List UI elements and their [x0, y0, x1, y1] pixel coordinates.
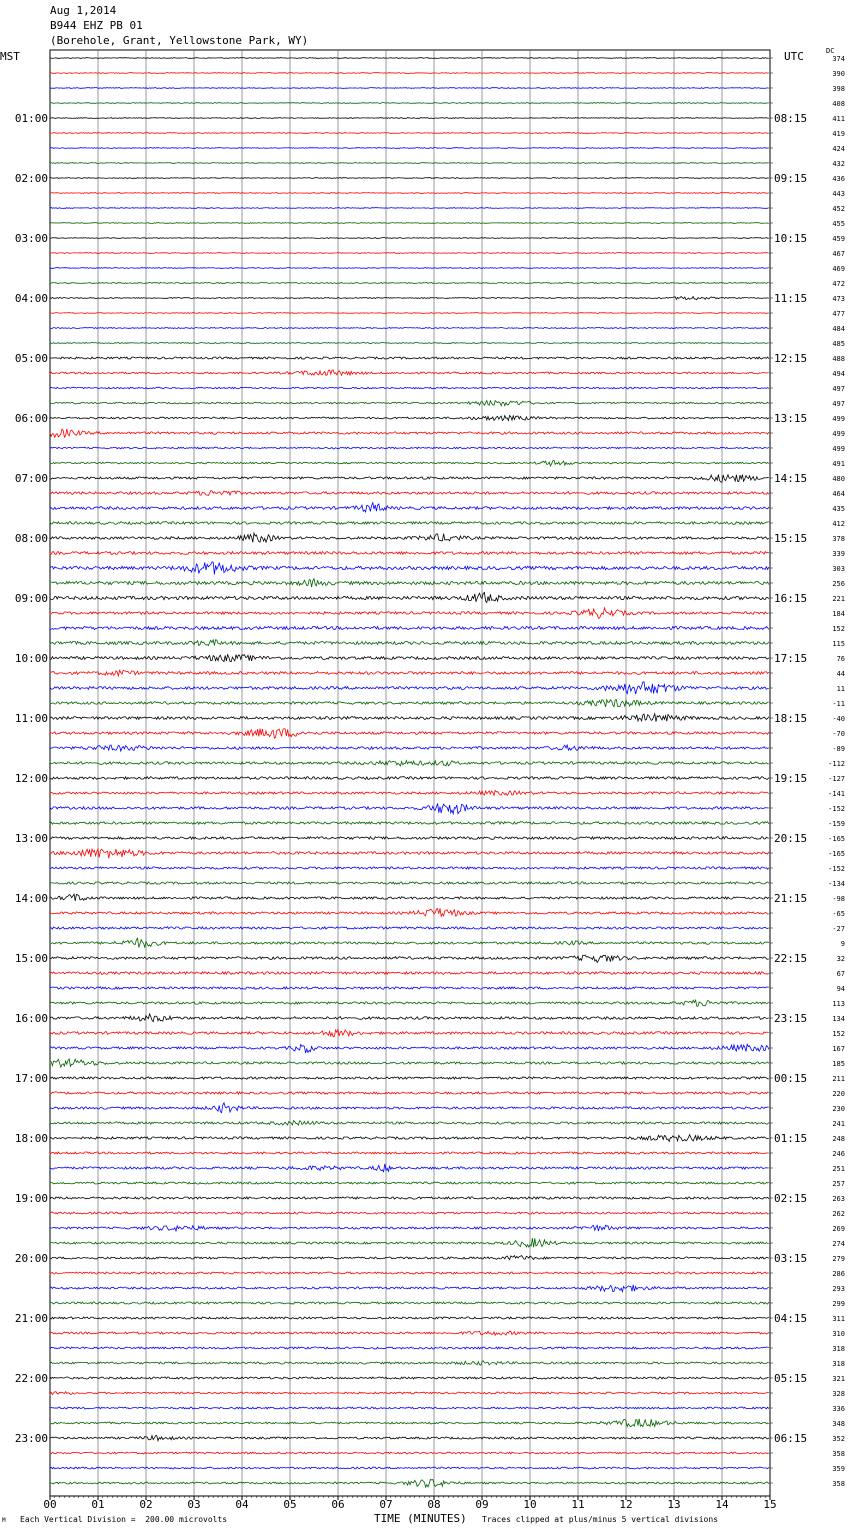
dc-offset-label: 390 — [832, 70, 845, 78]
x-tick-label: 06 — [331, 1498, 345, 1511]
dc-offset-label: 318 — [832, 1360, 845, 1368]
x-tick-label: 10 — [523, 1498, 537, 1511]
dc-offset-label: -98 — [832, 895, 845, 903]
trace-line — [50, 745, 769, 751]
corner-mark: M — [2, 1517, 6, 1524]
right-hour-label: 18:15 — [774, 712, 808, 725]
dc-offset-label: 185 — [832, 1060, 845, 1068]
dc-offset-label: -70 — [832, 730, 845, 738]
header-station: B944 EHZ PB 01 — [50, 19, 143, 32]
trace-line — [50, 387, 769, 389]
trace-line — [50, 460, 769, 466]
trace-line — [50, 474, 769, 482]
dc-offset-label: 269 — [832, 1225, 845, 1233]
trace-line — [50, 1317, 769, 1319]
dc-offset-label: 246 — [832, 1150, 845, 1158]
dc-offset-label: 488 — [832, 355, 845, 363]
trace-line — [50, 1212, 769, 1214]
dc-offset-label: 411 — [832, 115, 845, 123]
dc-offset-label: 435 — [832, 505, 845, 513]
dc-offset-label: 485 — [832, 340, 845, 348]
dc-offset-label: 32 — [836, 955, 845, 963]
dc-offset-label: 497 — [832, 385, 845, 393]
dc-offset-label: 279 — [832, 1255, 845, 1263]
dc-offset-label: 398 — [832, 85, 845, 93]
x-tick-label: 05 — [283, 1498, 297, 1511]
trace-line — [50, 88, 769, 89]
trace-line — [50, 313, 769, 314]
trace-line — [50, 370, 769, 375]
trace-line — [50, 655, 769, 662]
trace-line — [50, 73, 769, 74]
trace-line — [50, 987, 769, 989]
dc-offset-label: 378 — [832, 535, 845, 543]
dc-offset-label: -165 — [828, 835, 845, 843]
trace-line — [50, 503, 769, 512]
trace-line — [50, 927, 769, 929]
right-hour-label: 11:15 — [774, 292, 808, 305]
dc-offset-label: 352 — [832, 1435, 845, 1443]
dc-offset-label: 336 — [832, 1405, 845, 1413]
right-hour-label: 14:15 — [774, 472, 808, 485]
trace-line — [50, 1182, 769, 1184]
trace-line — [50, 1480, 769, 1488]
dc-offset-label: 424 — [832, 145, 845, 153]
trace-line — [50, 1029, 769, 1036]
x-tick-label: 00 — [43, 1498, 57, 1511]
dc-offset-label: 230 — [832, 1105, 845, 1113]
trace-line — [50, 103, 769, 104]
left-hour-label: 02:00 — [14, 172, 48, 185]
right-hour-label: 15:15 — [774, 532, 808, 545]
trace-line — [50, 1285, 769, 1292]
dc-offset-label: -152 — [828, 865, 845, 873]
dc-offset-label: 134 — [832, 1015, 845, 1023]
right-hour-label: 21:15 — [774, 892, 808, 905]
dc-offset-label: 328 — [832, 1390, 845, 1398]
x-tick-label: 02 — [139, 1498, 153, 1511]
left-hour-label: 08:00 — [14, 532, 48, 545]
trace-line — [50, 1077, 769, 1079]
dc-offset-label: 11 — [836, 685, 845, 693]
left-hour-label: 06:00 — [14, 412, 48, 425]
x-tick-label: 11 — [571, 1498, 585, 1511]
trace-line — [50, 1419, 769, 1427]
trace-line — [50, 193, 769, 194]
trace-line — [50, 562, 769, 575]
x-tick-label: 01 — [91, 1498, 105, 1511]
trace-line — [50, 1044, 769, 1053]
dc-offset-label: 499 — [832, 415, 845, 423]
dc-offset-label: -11 — [832, 700, 845, 708]
dc-offset-label: 44 — [836, 670, 845, 678]
dc-offset-label: 477 — [832, 310, 845, 318]
trace-line — [50, 626, 769, 629]
x-axis-label: TIME (MINUTES) — [374, 1512, 467, 1525]
x-tick-label: 08 — [427, 1498, 441, 1511]
trace-line — [50, 533, 769, 542]
left-hour-label: 13:00 — [14, 832, 48, 845]
dc-offset-label: 469 — [832, 265, 845, 273]
dc-offset-label: 220 — [832, 1090, 845, 1098]
dc-offset-label: 299 — [832, 1300, 845, 1308]
dc-offset-label: 374 — [832, 55, 845, 63]
left-hour-label: 22:00 — [14, 1372, 48, 1385]
left-hour-label: 10:00 — [14, 652, 48, 665]
trace-line — [50, 592, 769, 602]
trace-line — [50, 1092, 769, 1094]
right-hour-label: 00:15 — [774, 1072, 808, 1085]
trace-line — [50, 357, 769, 359]
dc-offset-label: 464 — [832, 490, 845, 498]
trace-line — [50, 882, 769, 884]
dc-offset-label: -127 — [828, 775, 845, 783]
dc-offset-label: 359 — [832, 1465, 845, 1473]
left-hour-label: 12:00 — [14, 772, 48, 785]
trace-line — [50, 1152, 769, 1154]
left-hour-label: 19:00 — [14, 1192, 48, 1205]
x-tick-label: 07 — [379, 1498, 393, 1511]
dc-offset-label: 286 — [832, 1270, 845, 1278]
right-hour-label: 03:15 — [774, 1252, 808, 1265]
dc-offset-label: 452 — [832, 205, 845, 213]
trace-line — [50, 608, 769, 619]
trace-line — [50, 253, 769, 254]
trace-line — [50, 118, 769, 119]
left-hour-label: 03:00 — [14, 232, 48, 245]
right-hour-label: 06:15 — [774, 1432, 808, 1445]
dc-offset-label: 94 — [836, 985, 845, 993]
dc-offset-label: 152 — [832, 625, 845, 633]
trace-line — [50, 867, 769, 869]
trace-line — [50, 328, 769, 329]
x-tick-label: 03 — [187, 1498, 201, 1511]
trace-line — [50, 1361, 769, 1365]
dc-offset-label: -165 — [828, 850, 845, 858]
trace-line — [50, 1407, 769, 1409]
trace-line — [50, 133, 769, 134]
left-timezone-label: MST — [0, 50, 20, 63]
dc-offset-label: -40 — [832, 715, 845, 723]
trace-line — [50, 714, 769, 722]
right-hour-label: 10:15 — [774, 232, 808, 245]
right-hour-label: 16:15 — [774, 592, 808, 605]
dc-offset-label: 443 — [832, 190, 845, 198]
clip-note: Traces clipped at plus/minus 5 vertical divisions — [482, 1515, 719, 1524]
trace-line — [50, 955, 769, 962]
dc-offset-label: -112 — [828, 760, 845, 768]
dc-offset-label: 467 — [832, 250, 845, 258]
trace-line — [50, 1347, 769, 1349]
left-hour-label: 20:00 — [14, 1252, 48, 1265]
dc-offset-label: -152 — [828, 805, 845, 813]
trace-line — [50, 972, 769, 975]
dc-offset-label: 303 — [832, 565, 845, 573]
dc-offset-label: 167 — [832, 1045, 845, 1053]
trace-line — [50, 491, 769, 496]
trace-line — [50, 163, 769, 164]
dc-offset-label: 432 — [832, 160, 845, 168]
trace-line — [50, 938, 769, 947]
dc-offset-label: 408 — [832, 100, 845, 108]
dc-offset-label: 473 — [832, 295, 845, 303]
trace-line — [50, 822, 769, 825]
trace-line — [50, 908, 769, 916]
trace-line — [50, 268, 769, 269]
trace-line — [50, 760, 769, 766]
dc-offset-label: 184 — [832, 610, 845, 618]
dc-offset-label: 311 — [832, 1315, 845, 1323]
dc-offset-label: 221 — [832, 595, 845, 603]
trace-line — [50, 1059, 769, 1067]
left-hour-label: 04:00 — [14, 292, 48, 305]
trace-line — [50, 894, 769, 901]
dc-offset-label: 497 — [832, 400, 845, 408]
trace-line — [50, 148, 769, 149]
dc-offset-label: 499 — [832, 445, 845, 453]
dc-offset-label: 293 — [832, 1285, 845, 1293]
dc-offset-label: 76 — [836, 655, 845, 663]
dc-offset-label: 115 — [832, 640, 845, 648]
trace-line — [50, 579, 769, 587]
right-hour-label: 08:15 — [774, 112, 808, 125]
right-hour-label: 02:15 — [774, 1192, 808, 1205]
trace-line — [50, 401, 769, 406]
left-hour-label: 01:00 — [14, 112, 48, 125]
right-hour-label: 09:15 — [774, 172, 808, 185]
x-tick-label: 15 — [763, 1498, 777, 1511]
trace-line — [50, 343, 769, 344]
dc-offset-label: -27 — [832, 925, 845, 933]
left-hour-label: 11:00 — [14, 712, 48, 725]
dc-column-label: DC — [826, 47, 835, 55]
right-hour-label: 04:15 — [774, 1312, 808, 1325]
dc-offset-label: -89 — [832, 745, 845, 753]
trace-line — [50, 522, 769, 525]
trace-line — [50, 552, 769, 555]
dc-offset-label: 412 — [832, 520, 845, 528]
dc-offset-label: 257 — [832, 1180, 845, 1188]
left-hour-label: 05:00 — [14, 352, 48, 365]
x-tick-label: 12 — [619, 1498, 633, 1511]
trace-line — [50, 729, 769, 739]
trace-line — [50, 1164, 769, 1172]
dc-offset-label: 274 — [832, 1240, 845, 1248]
trace-line — [50, 1436, 769, 1441]
trace-line — [50, 1238, 769, 1247]
trace-line — [50, 804, 769, 814]
dc-offset-label: 455 — [832, 220, 845, 228]
trace-line — [50, 297, 769, 300]
x-tick-label: 14 — [715, 1498, 729, 1511]
trace-line — [50, 670, 769, 676]
trace-line — [50, 1467, 769, 1469]
dc-offset-label: 484 — [832, 325, 845, 333]
dc-offset-label: 67 — [836, 970, 845, 978]
trace-line — [50, 700, 769, 707]
dc-offset-label: 491 — [832, 460, 845, 468]
x-tick-label: 09 — [475, 1498, 489, 1511]
dc-offset-label: 262 — [832, 1210, 845, 1218]
trace-line — [50, 790, 769, 795]
dc-offset-label: 480 — [832, 475, 845, 483]
right-hour-label: 01:15 — [774, 1132, 808, 1145]
trace-line — [50, 1272, 769, 1274]
trace-line — [50, 1014, 769, 1022]
plot-frame — [50, 50, 770, 1496]
trace-line — [50, 1452, 769, 1454]
trace-line — [50, 178, 769, 179]
dc-offset-label: 321 — [832, 1375, 845, 1383]
trace-line — [50, 429, 769, 437]
x-tick-label: 13 — [667, 1498, 681, 1511]
right-hour-label: 05:15 — [774, 1372, 808, 1385]
dc-offset-label: 251 — [832, 1165, 845, 1173]
dc-offset-label: -141 — [828, 790, 845, 798]
right-hour-label: 19:15 — [774, 772, 808, 785]
dc-offset-label: 318 — [832, 1345, 845, 1353]
right-hour-label: 13:15 — [774, 412, 808, 425]
trace-line — [50, 447, 769, 449]
trace-line — [50, 223, 769, 224]
trace-line — [50, 777, 769, 780]
dc-offset-label: 459 — [832, 235, 845, 243]
dc-offset-label: -65 — [832, 910, 845, 918]
header-location: (Borehole, Grant, Yellowstone Park, WY) — [50, 34, 309, 47]
trace-line — [50, 1121, 769, 1126]
dc-offset-label: 339 — [832, 550, 845, 558]
trace-line — [50, 283, 769, 284]
dc-offset-label: 256 — [832, 580, 845, 588]
right-hour-label: 20:15 — [774, 832, 808, 845]
trace-line — [50, 208, 769, 209]
trace-line — [50, 1197, 769, 1199]
trace-line — [50, 1000, 769, 1006]
left-hour-label: 15:00 — [14, 952, 48, 965]
trace-line — [50, 837, 769, 840]
right-hour-label: 17:15 — [774, 652, 808, 665]
trace-line — [50, 1377, 769, 1379]
dc-offset-label: 9 — [840, 940, 845, 948]
dc-offset-label: 248 — [832, 1135, 845, 1143]
dc-offset-label: 436 — [832, 175, 845, 183]
trace-line — [50, 1103, 769, 1113]
dc-offset-label: -134 — [828, 880, 845, 888]
right-hour-label: 12:15 — [774, 352, 808, 365]
right-hour-label: 23:15 — [774, 1012, 808, 1025]
trace-line — [50, 682, 769, 694]
left-hour-label: 17:00 — [14, 1072, 48, 1085]
trace-line — [50, 1331, 769, 1335]
dc-offset-label: 211 — [832, 1075, 845, 1083]
trace-line — [50, 1256, 769, 1260]
trace-line — [50, 1135, 769, 1142]
dc-offset-label: -159 — [828, 820, 845, 828]
trace-line — [50, 640, 769, 646]
right-timezone-label: UTC — [784, 50, 804, 63]
dc-offset-label: 348 — [832, 1420, 845, 1428]
trace-line — [50, 58, 769, 59]
trace-line — [50, 849, 769, 858]
scale-note: Each Vertical Division = 200.00 microvolts — [20, 1515, 228, 1524]
trace-line — [50, 1225, 769, 1231]
left-hour-label: 14:00 — [14, 892, 48, 905]
right-hour-label: 22:15 — [774, 952, 808, 965]
dc-offset-label: 472 — [832, 280, 845, 288]
trace-line — [50, 415, 769, 420]
dc-offset-label: 113 — [832, 1000, 845, 1008]
dc-offset-label: 241 — [832, 1120, 845, 1128]
left-hour-label: 09:00 — [14, 592, 48, 605]
dc-offset-label: 358 — [832, 1450, 845, 1458]
trace-line — [50, 238, 769, 239]
left-hour-label: 21:00 — [14, 1312, 48, 1325]
dc-offset-label: 263 — [832, 1195, 845, 1203]
trace-line — [50, 1392, 769, 1395]
left-hour-label: 23:00 — [14, 1432, 48, 1445]
header-date: Aug 1,2014 — [50, 4, 117, 17]
dc-offset-label: 358 — [832, 1480, 845, 1488]
left-hour-label: 16:00 — [14, 1012, 48, 1025]
dc-offset-label: 499 — [832, 430, 845, 438]
dc-offset-label: 310 — [832, 1330, 845, 1338]
trace-line — [50, 1302, 769, 1304]
left-hour-label: 18:00 — [14, 1132, 48, 1145]
left-hour-label: 07:00 — [14, 472, 48, 485]
x-tick-label: 04 — [235, 1498, 249, 1511]
dc-offset-label: 419 — [832, 130, 845, 138]
dc-offset-label: 494 — [832, 370, 845, 378]
dc-offset-label: 152 — [832, 1030, 845, 1038]
